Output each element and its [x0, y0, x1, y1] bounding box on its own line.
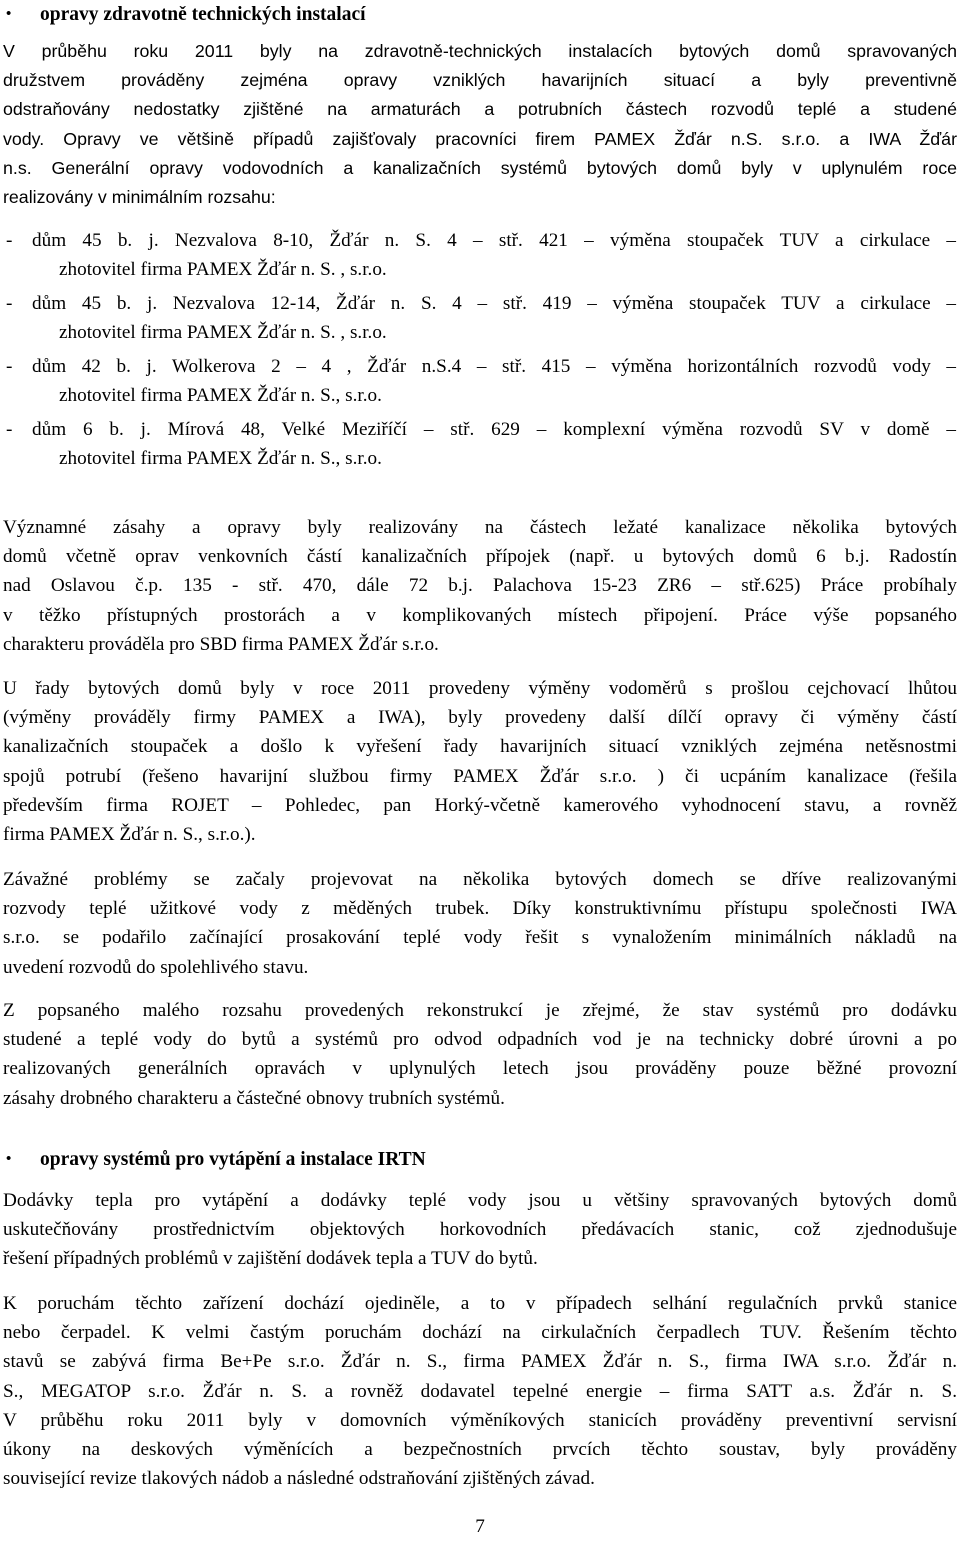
- section-heading-plumbing: [0, 0, 960, 30]
- text-line: U řady bytových domů byly v roce 2011 provedeny výměny vodoměrů s prošlou cejchovací lhůtou: [3, 678, 957, 699]
- text-line: Dodávky tepla pro vytápění a dodávky teplé vody jsou u většiny spravovaných bytových domů: [3, 1190, 957, 1211]
- text-line: družstvem prováděny zejména opravy vzniklých havarijních situací a byly preventivně: [3, 70, 957, 91]
- text-line: Závažné problémy se začaly projevovat na několika bytových domech se dříve realizovanými: [3, 869, 957, 890]
- text-line: n.s. Generální opravy vodovodních a kanalizačních systémů bytových domů byly v uplynulém roce: [3, 157, 957, 178]
- intro-paragraph: [3, 37, 957, 212]
- list-item-line: zhotovitel firma PAMEX Žďár n. S., s.r.o.: [59, 448, 382, 469]
- text-line: rozvody teplé užitkové vody z měděných trubek. Díky konstruktivnímu přístupu společnosti IWA: [3, 898, 957, 920]
- repairs-list: [0, 226, 960, 478]
- text-line: realizovaných generálních opravách v uplynulých letech jsou prováděny pouze běžné provozní: [3, 1058, 957, 1080]
- dash-bullet: -: [6, 419, 13, 440]
- text-line: související revize tlakových nádob a následné odstraňování zjištěných závad.: [3, 1468, 595, 1490]
- paragraph-copper-pipes: [3, 865, 957, 982]
- text-line: (výměny prováděly firmy PAMEX a IWA), byly provedeny další dílčí opravy či výměny částí: [3, 707, 957, 729]
- text-line: zásahy drobného charakteru a částečné obnovy trubních systémů.: [3, 1087, 505, 1109]
- text-line: spojů potrubí (řešeno havarijní službou firmy PAMEX Žďár s.r.o. ) či ucpáním kanalizace (řešila: [3, 765, 957, 787]
- list-item-line: dům 42 b. j. Wolkerova 2 – 4 , Žďár n.S.4 – stř. 415 – výměna horizontálních rozvodů vody –: [32, 356, 956, 377]
- list-item-line: dům 45 b. j. Nezvalova 8-10, Žďár n. S. 4 – stř. 421 – výměna stoupaček TUV a cirkulace –: [32, 230, 956, 251]
- text-line: odstraňovány nedostatky zjištěné na armaturách a potrubních částech rozvodů teplé a studené: [3, 99, 957, 120]
- paragraph-sewer-repairs: [3, 513, 957, 659]
- bullet-icon: •: [6, 6, 12, 22]
- text-line: studené a teplé vody do bytů a systémů pro odvod odpadních vod je na technicky dobré úrovni a po: [3, 1029, 957, 1051]
- list-item-line: zhotovitel firma PAMEX Žďár n. S., s.r.o.: [59, 385, 382, 406]
- section-heading-text: opravy zdravotně technických instalací: [40, 4, 366, 25]
- text-line: úkony na deskových výměnících a bezpečnostních prvcích těchto soustav, byly prováděny: [3, 1438, 957, 1460]
- list-item: [0, 289, 960, 352]
- bullet-icon: •: [6, 1151, 12, 1167]
- text-line: realizovány v minimálním rozsahu:: [3, 186, 276, 207]
- text-line: firma PAMEX Žďár n. S., s.r.o.).: [3, 823, 256, 845]
- text-line: především firma ROJET – Pohledec, pan Horký-včetně kamerového vyhodnocení stavu, a rovněž: [3, 794, 957, 816]
- text-line: Z popsaného malého rozsahu provedených rekonstrukcí je zřejmé, že stav systémů pro dodávku: [3, 1000, 957, 1021]
- list-item: [0, 415, 960, 478]
- text-line: Významné zásahy a opravy byly realizovány na částech ležaté kanalizace několika bytových: [3, 517, 957, 538]
- list-item-line: zhotovitel firma PAMEX Žďár n. S. , s.r.o.: [59, 259, 387, 280]
- list-item-line: dům 6 b. j. Mírová 48, Velké Meziříčí – stř. 629 – komplexní výměna rozvodů SV v domě –: [32, 419, 956, 440]
- list-item-line: dům 45 b. j. Nezvalova 12-14, Žďár n. S. 4 – stř. 419 – výměna stoupaček TUV a cirkulace –: [32, 293, 956, 314]
- text-line: v těžko přístupných prostorách a v komplikovaných místech připojení. Práce výše popsaného: [3, 604, 957, 626]
- paragraph-failures: [3, 1289, 957, 1493]
- text-line: uvedení rozvodů do spolehlivého stavu.: [3, 956, 309, 978]
- dash-bullet: -: [6, 230, 13, 251]
- list-item-line: zhotovitel firma PAMEX Žďár n. S. , s.r.o.: [59, 322, 387, 343]
- list-item: [0, 226, 960, 289]
- text-line: S., MEGATOP s.r.o. Žďár n. S. a rovněž dodavatel tepelné energie – firma SATT a.s. Žďár n. S.: [3, 1380, 957, 1402]
- paragraph-water-meters: [3, 674, 957, 849]
- text-line: V průběhu roku 2011 byly na zdravotně-technických instalacích bytových domů spravovaných: [3, 41, 957, 61]
- dash-bullet: -: [6, 356, 13, 377]
- text-line: K poruchám těchto zařízení dochází ojediněle, a to v případech selhání regulačních prvků stanice: [3, 1293, 957, 1314]
- text-line: uskutečňovány prostřednictvím objektových horkovodních předávacích stanic, což zjednodušuje: [3, 1219, 957, 1241]
- text-line: vody. Opravy ve většině případů zajišťovaly pracovníci firem PAMEX Žďár n.S. s.r.o. a IWA Žďár: [3, 128, 957, 149]
- section-heading-heating: [0, 1145, 960, 1175]
- paragraph-heat-supply: [3, 1186, 957, 1274]
- text-line: řešení případných problémů v zajištění dodávek tepla a TUV do bytů.: [3, 1248, 538, 1270]
- text-line: nebo čerpadel. K velmi častým poruchám dochází na cirkulačních čerpadlech TUV. Řešením těchto: [3, 1322, 957, 1344]
- text-line: charakteru prováděla pro SBD firma PAMEX Žďár s.r.o.: [3, 633, 439, 655]
- text-line: s.r.o. se podařilo začínající prosakování teplé vody řešit s vynaložením minimálních nákladů na: [3, 927, 957, 949]
- dash-bullet: -: [6, 293, 13, 314]
- paragraph-summary: [3, 996, 957, 1113]
- section-heading-text: opravy systémů pro vytápění a instalace IRTN: [40, 1149, 426, 1170]
- page-number: 7: [475, 1516, 485, 1537]
- text-line: kanalizačních stoupaček a došlo k vyřešení řady havarijních situací vzniklých zejména netěsnostmi: [3, 736, 957, 758]
- list-item: [0, 352, 960, 415]
- text-line: stavů se zabývá firma Be+Pe s.r.o. Žďár n. S., firma PAMEX Žďár n. S., firma IWA s.r.o. Žďár n.: [3, 1351, 957, 1373]
- text-line: domů včetně oprav venkovních částí kanalizačních přípojek (např. u bytových domů 6 b.j. Radostín: [3, 546, 957, 568]
- text-line: V průběhu roku 2011 byly v domovních výměníkových stanicích prováděny preventivní servisní: [3, 1409, 957, 1431]
- text-line: nad Oslavou č.p. 135 - stř. 470, dále 72 b.j. Palachova 15-23 ZR6 – stř.625) Práce probíhaly: [3, 575, 957, 597]
